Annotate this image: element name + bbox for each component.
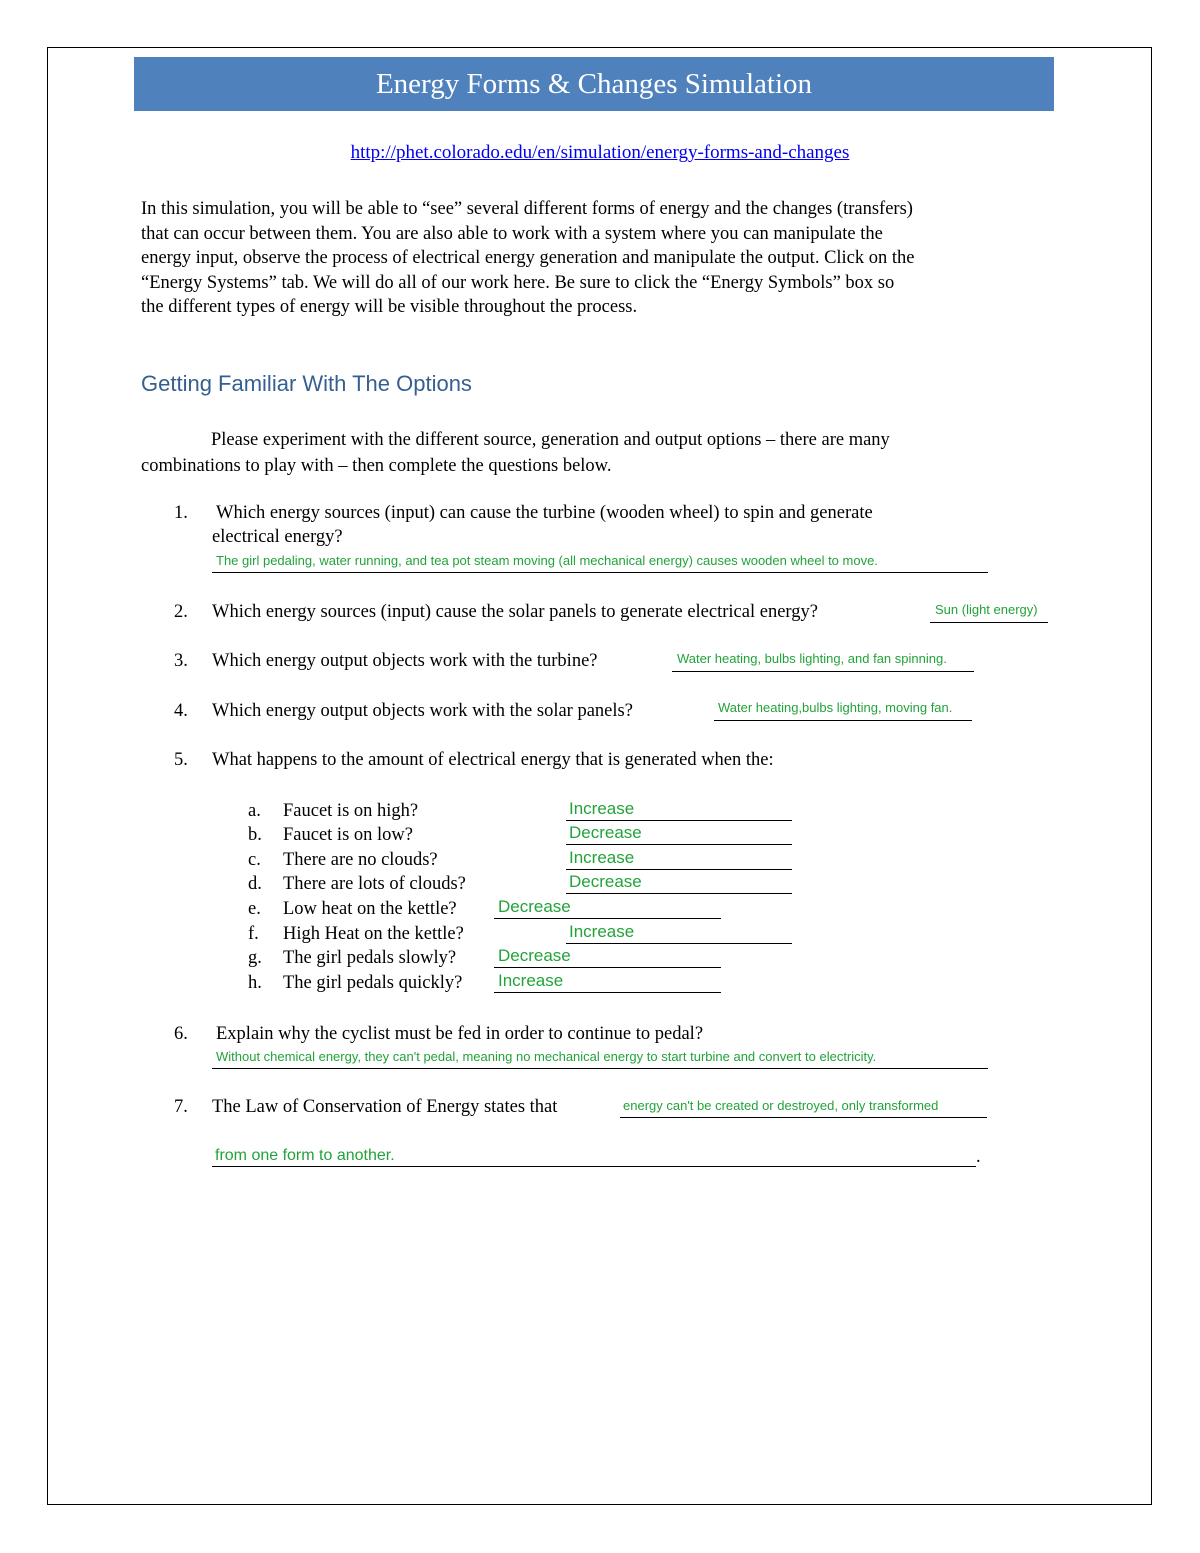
q5h-letter: h. [248, 973, 262, 993]
q5b-answer-text: Decrease [569, 823, 642, 842]
instructions-paragraph [141, 427, 1041, 479]
q4-answer-text: Water heating,bulbs lighting, moving fan. [718, 700, 953, 715]
para-line: combinations to play with – then complete the questions below. [141, 456, 612, 476]
intro-line: “Energy Systems” tab. We will do all of our work here. Be sure to click the “Energy Symbols” box so [141, 272, 895, 293]
q1-number: 1. [174, 503, 188, 523]
q1-text-line2: electrical energy? [212, 527, 343, 547]
page-title: Energy Forms & Changes Simulation [134, 57, 1054, 111]
q5h-text: The girl pedals quickly? [283, 973, 463, 993]
q1-answer[interactable] [212, 551, 988, 573]
q6-answer[interactable] [212, 1047, 988, 1069]
q5a-text: Faucet is on high? [283, 801, 419, 821]
q5f-letter: f. [248, 924, 259, 944]
q5d-answer[interactable] [566, 871, 792, 894]
q2-text: Which energy sources (input) cause the solar panels to generate electrical energy? [212, 602, 818, 622]
q2-number: 2. [174, 602, 188, 622]
q5b-answer[interactable] [566, 822, 792, 845]
q7-end-period: . [976, 1147, 981, 1167]
q7-answer-text-1: energy can't be created or destroyed, only transformed [623, 1098, 939, 1113]
q3-number: 3. [174, 651, 188, 671]
simulation-link[interactable]: http://phet.colorado.edu/en/simulation/energy-forms-and-changes [350, 142, 850, 163]
q5-text: What happens to the amount of electrical energy that is generated when the: [212, 750, 774, 770]
q5a-answer-text: Increase [569, 799, 635, 818]
q5c-answer-text: Increase [569, 848, 635, 867]
q5f-text: High Heat on the kettle? [283, 924, 464, 944]
q5a-letter: a. [248, 801, 261, 821]
q5h-answer[interactable] [494, 970, 721, 993]
q5e-text: Low heat on the kettle? [283, 899, 457, 919]
q5-number: 5. [174, 750, 188, 770]
q5e-answer-text: Decrease [498, 897, 571, 916]
q7-answer-line2[interactable] [212, 1143, 976, 1167]
q5f-answer-text: Increase [569, 922, 635, 941]
q5c-text: There are no clouds? [283, 850, 438, 870]
q5b-letter: b. [248, 825, 262, 845]
q1-text: Which energy sources (input) can cause the turbine (wooden wheel) to spin and generate [216, 503, 873, 523]
intro-line: energy input, observe the process of electrical energy generation and manipulate the output. Click on the [141, 248, 915, 268]
q2-answer[interactable] [930, 601, 1048, 623]
q5g-answer[interactable] [494, 945, 721, 968]
q3-answer[interactable] [672, 650, 974, 672]
q4-number: 4. [174, 701, 188, 721]
q7-answer-text-2: from one form to another. [215, 1147, 395, 1164]
q5g-text: The girl pedals slowly? [283, 948, 457, 968]
intro-line: In this simulation, you will be able to “see” several different forms of energy and the changes (transfers) [141, 199, 913, 219]
q5d-text: There are lots of clouds? [283, 874, 466, 894]
para-line: Please experiment with the different source, generation and output options – there are many [211, 430, 890, 450]
q5g-answer-text: Decrease [498, 946, 571, 965]
intro-line: the different types of energy will be visible throughout the process. [141, 297, 638, 317]
q5d-letter: d. [248, 874, 262, 894]
q5g-letter: g. [248, 948, 262, 968]
q4-text: Which energy output objects work with the solar panels? [212, 701, 633, 721]
q2-answer-text: Sun (light energy) [935, 602, 1038, 617]
q7-answer-line1[interactable] [620, 1096, 987, 1118]
q4-answer[interactable] [714, 699, 972, 721]
q6-text: Explain why the cyclist must be fed in order to continue to pedal? [216, 1024, 704, 1044]
q1-answer-text: The girl pedaling, water running, and tea pot steam moving (all mechanical energy) causes wooden wheel to move. [216, 553, 878, 568]
q5b-text: Faucet is on low? [283, 825, 413, 845]
q5d-answer-text: Decrease [569, 872, 642, 891]
q5h-answer-text: Increase [498, 971, 564, 990]
q7-number: 7. [174, 1097, 188, 1117]
q6-answer-text: Without chemical energy, they can't pedal, meaning no mechanical energy to start turbine and convert to electricity. [216, 1049, 877, 1064]
intro-paragraph [141, 197, 1061, 320]
q7-text: The Law of Conservation of Energy states that [212, 1097, 558, 1117]
intro-line: that can occur between them. You are also able to work with a system where you can manipulate the [141, 223, 883, 244]
q5a-answer[interactable] [566, 798, 792, 821]
q5e-answer[interactable] [494, 896, 721, 919]
q3-text: Which energy output objects work with the turbine? [212, 651, 598, 671]
section-heading: Getting Familiar With The Options [141, 371, 472, 396]
q5c-answer[interactable] [566, 847, 792, 870]
q5f-answer[interactable] [566, 921, 792, 944]
q5c-letter: c. [248, 850, 261, 870]
q6-number: 6. [174, 1024, 188, 1044]
q3-answer-text: Water heating, bulbs lighting, and fan spinning. [677, 651, 947, 666]
q5e-letter: e. [248, 899, 261, 919]
